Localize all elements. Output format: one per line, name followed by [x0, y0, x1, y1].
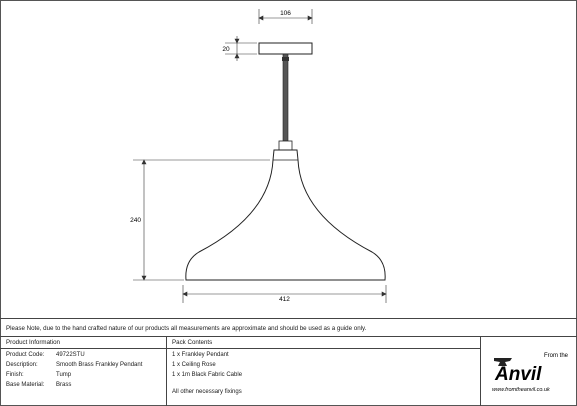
description-value: Smooth Brass Frankley Pendant — [56, 362, 143, 368]
finish-label: Finish: — [6, 372, 24, 378]
base-material-value: Brass — [56, 382, 72, 388]
table-header-rule — [0, 348, 480, 349]
pack-item: 1 x 1m Black Fabric Cable — [172, 372, 243, 378]
dim-rose-height-label: 20 — [222, 46, 230, 53]
pack-footer: All other necessary fixings — [172, 389, 242, 395]
table-divider-2 — [480, 337, 481, 406]
pack-contents-heading: Pack Contents — [172, 339, 213, 346]
pendant-shade — [186, 150, 385, 280]
pack-item: 1 x Frankley Pendant — [172, 352, 229, 358]
base-material-label: Base Material: — [6, 382, 45, 388]
svg-text:Anvil: Anvil — [495, 364, 542, 385]
svg-text:From the: From the — [544, 353, 569, 359]
measurement-note: Please Note, due to the hand crafted nature of our products all measurements are approximate and should be used as a guide only. — [0, 318, 577, 337]
dimension-rose-height — [225, 36, 257, 61]
dim-shade-width-label: 412 — [279, 296, 290, 303]
finish-value: Tump — [56, 372, 72, 378]
cable-grip — [282, 57, 289, 61]
product-code-value: 49722STU — [56, 352, 85, 358]
svg-text:www.fromtheanvil.co.uk: www.fromtheanvil.co.uk — [492, 387, 550, 393]
dim-top-width-label: 106 — [280, 10, 291, 17]
product-info-heading: Product Information — [6, 339, 60, 346]
description-label: Description: — [6, 362, 38, 368]
pack-item: 1 x Ceiling Rose — [172, 362, 216, 368]
from-the-anvil-logo — [490, 346, 574, 396]
dim-shade-height-label: 240 — [130, 217, 141, 224]
ceiling-rose — [259, 43, 312, 54]
product-code-label: Product Code: — [6, 352, 45, 358]
fabric-cable — [283, 54, 288, 150]
